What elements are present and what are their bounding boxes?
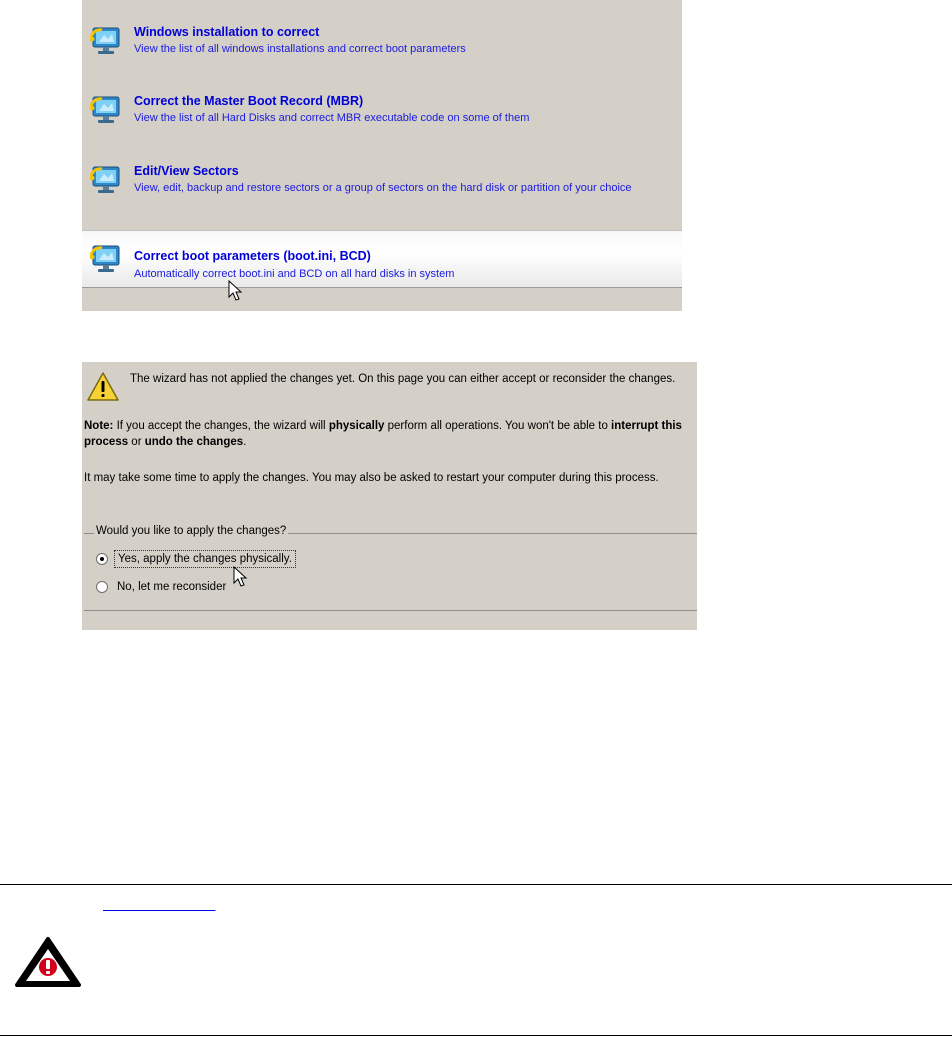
boot-correction-options-panel (82, 0, 682, 311)
option-title[interactable]: Edit/View Sectors (134, 164, 239, 178)
option-edit-view-sectors[interactable] (82, 164, 682, 219)
monitor-wizard-icon (90, 25, 124, 57)
monitor-wizard-icon (90, 164, 124, 196)
option-description: View the list of all windows installations and correct boot parameters (134, 43, 466, 55)
divider-top (0, 884, 952, 885)
wizard-intro-text: The wizard has not applied the changes yet. On this page you can either accept or reconsider the changes. (130, 373, 676, 385)
apply-changes-panel (82, 362, 697, 630)
note-text: If you accept the changes, the wizard will (113, 420, 329, 432)
mouse-pointer-icon (233, 566, 249, 588)
caution-icon (13, 935, 83, 989)
note-bold: undo the changes (144, 436, 244, 448)
option-title[interactable]: Correct the Master Boot Record (MBR) (134, 94, 364, 108)
radio-reconsider[interactable] (96, 579, 229, 595)
radio-label[interactable]: No, let me reconsider (117, 581, 227, 593)
note-bold: physically (328, 420, 385, 432)
option-description: Automatically correct boot.ini and BCD on all hard disks in system (134, 268, 455, 280)
monitor-wizard-icon (90, 94, 124, 126)
note-text: . (243, 436, 247, 448)
warning-icon (86, 371, 120, 403)
option-windows-installation[interactable] (82, 25, 682, 65)
note-bold: interrupt this process (84, 420, 682, 448)
note-label: Note: (84, 420, 114, 432)
note-text: or (128, 436, 145, 448)
divider-bottom (0, 1035, 952, 1036)
option-correct-mbr[interactable] (82, 94, 682, 134)
doc-link[interactable] (103, 897, 216, 914)
mouse-pointer-icon (228, 280, 244, 302)
radio-button[interactable] (96, 581, 108, 593)
time-notice-text: It may take some time to apply the changes. You may also be asked to restart your computer during this process. (84, 472, 659, 484)
radio-apply-changes[interactable] (96, 550, 296, 568)
group-question: Would you like to apply the changes? (96, 525, 287, 537)
note-text: perform all operations. You won't be able to (384, 420, 612, 432)
radio-label[interactable]: Yes, apply the changes physically. (114, 550, 296, 568)
option-title[interactable]: Windows installation to correct (134, 25, 320, 39)
radio-button-selected[interactable] (96, 553, 108, 565)
option-description: View, edit, backup and restore sectors or a group of sectors on the hard disk or partition of your choice (134, 182, 632, 194)
apply-changes-group (84, 525, 697, 611)
option-correct-boot-parameters[interactable] (82, 230, 682, 288)
wizard-note-text (84, 418, 692, 450)
monitor-wizard-icon (90, 243, 124, 275)
option-description: View the list of all Hard Disks and correct MBR executable code on some of them (134, 112, 530, 124)
option-title[interactable]: Correct boot parameters (boot.ini, BCD) (134, 249, 371, 263)
